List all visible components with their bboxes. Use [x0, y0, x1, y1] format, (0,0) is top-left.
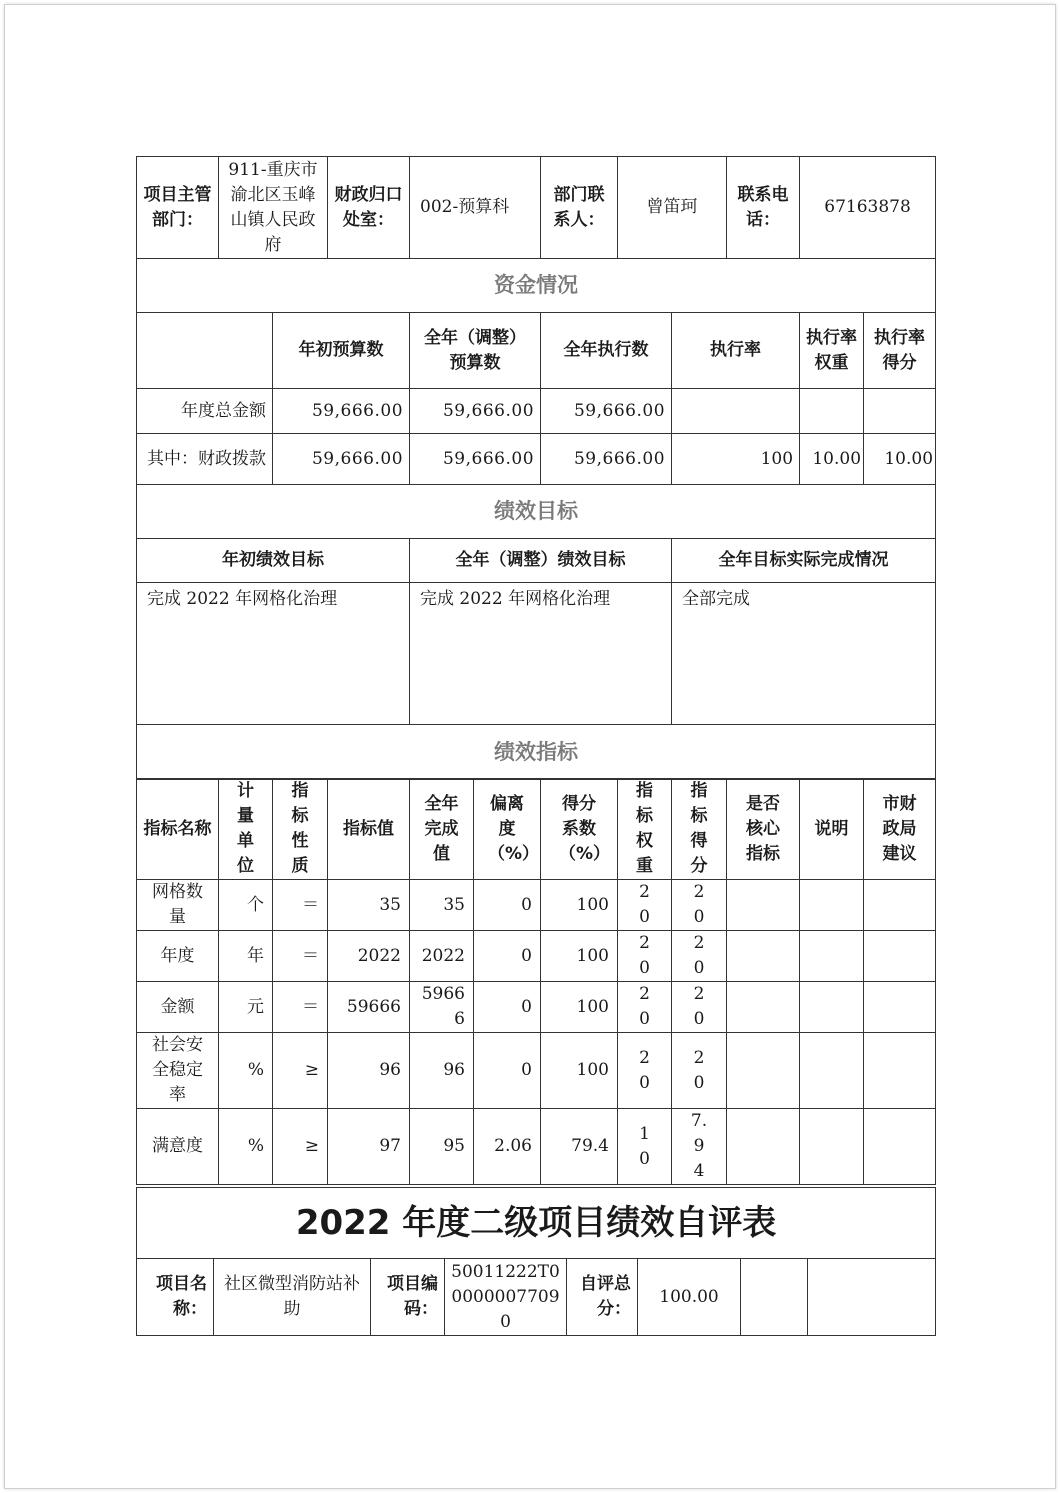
ind-actual: 59666 — [410, 982, 474, 1033]
funds-rate: 100 — [672, 434, 800, 485]
blank-cell — [727, 1109, 800, 1185]
funds-initial: 59,666.00 — [273, 389, 410, 434]
funds-row-label: 其中：财政拨款 — [137, 434, 273, 485]
ind-target: 2022 — [328, 931, 410, 982]
blank-cell — [864, 982, 936, 1033]
goals-header-actual: 全年目标实际完成情况 — [672, 539, 936, 583]
ind-unit: 个 — [219, 880, 273, 931]
ind-nature: ＝ — [273, 880, 328, 931]
phone-value: 67163878 — [800, 157, 936, 259]
ind-weight: 20 — [618, 982, 672, 1033]
ind-header-target: 指标值 — [328, 779, 410, 880]
blank-cell — [727, 931, 800, 982]
second-form-table — [136, 1187, 936, 1336]
indicator-row — [137, 982, 936, 1033]
blank-cell — [864, 880, 936, 931]
goal-actual: 全部完成 — [672, 583, 936, 725]
project-name-label: 项目名称： — [137, 1259, 214, 1336]
ind-nature: ≥ — [273, 1109, 328, 1185]
blank-cell — [727, 982, 800, 1033]
ind-header-note: 说明 — [800, 779, 864, 880]
ind-coef: 100 — [541, 931, 618, 982]
ind-actual: 35 — [410, 880, 474, 931]
goals-content-row — [137, 583, 936, 725]
second-form-title: 2022 年度二级项目绩效自评表 — [137, 1188, 936, 1259]
blank-cell — [864, 931, 936, 982]
funds-weight: 10.00 — [800, 434, 864, 485]
funds-row-fiscal — [137, 434, 936, 485]
ind-target: 59666 — [328, 982, 410, 1033]
blank-cell — [808, 1259, 936, 1336]
ind-weight: 20 — [618, 931, 672, 982]
ind-header-core: 是否核心指标 — [727, 779, 800, 880]
ind-header-weight: 指标权重 — [618, 779, 672, 880]
funds-adjusted: 59,666.00 — [410, 434, 541, 485]
ind-target: 96 — [328, 1033, 410, 1109]
ind-name: 社会安全稳定率 — [137, 1033, 219, 1109]
ind-actual: 96 — [410, 1033, 474, 1109]
dept-label: 项目主管部门： — [137, 157, 219, 259]
indicators-header-row — [137, 779, 936, 880]
blank-cell — [800, 1109, 864, 1185]
indicator-row — [137, 931, 936, 982]
funds-header-weight: 执行率权重 — [800, 313, 864, 389]
blank-cell — [727, 880, 800, 931]
ind-score: 20 — [672, 982, 727, 1033]
ind-actual: 95 — [410, 1109, 474, 1185]
ind-weight: 20 — [618, 1033, 672, 1109]
ind-nature: ＝ — [273, 982, 328, 1033]
ind-score: 7.94 — [672, 1109, 727, 1185]
goal-adjusted: 完成 2022 年网格化治理 — [410, 583, 672, 725]
funds-header-executed: 全年执行数 — [541, 313, 672, 389]
funds-score — [864, 389, 936, 434]
ind-target: 97 — [328, 1109, 410, 1185]
ind-deviation: 0 — [474, 931, 541, 982]
funds-adjusted: 59,666.00 — [410, 389, 541, 434]
ind-deviation: 0 — [474, 880, 541, 931]
ind-header-advice: 市财政局建议 — [864, 779, 936, 880]
funds-score: 10.00 — [864, 434, 936, 485]
ind-target: 35 — [328, 880, 410, 931]
header-info-row — [137, 157, 936, 259]
goals-section-title: 绩效目标 — [137, 485, 936, 539]
indicators-table — [136, 778, 936, 1185]
funds-executed: 59,666.00 — [541, 389, 672, 434]
ind-unit: % — [219, 1033, 273, 1109]
self-score-label: 自评总分： — [567, 1259, 638, 1336]
funds-initial: 59,666.00 — [273, 434, 410, 485]
blank-cell — [864, 1109, 936, 1185]
performance-table — [136, 156, 936, 780]
contact-value: 曾笛珂 — [618, 157, 727, 259]
goals-header-initial: 年初绩效目标 — [137, 539, 410, 583]
ind-actual: 2022 — [410, 931, 474, 982]
funds-section-title: 资金情况 — [137, 259, 936, 313]
ind-nature: ＝ — [273, 931, 328, 982]
ind-unit: 年 — [219, 931, 273, 982]
funds-weight — [800, 389, 864, 434]
indicator-row — [137, 1033, 936, 1109]
funds-row-label: 年度总金额 — [137, 389, 273, 434]
ind-header-coef: 得分系数（%） — [541, 779, 618, 880]
self-score-value: 100.00 — [638, 1259, 741, 1336]
ind-header-nature: 指标性质 — [273, 779, 328, 880]
project-name-value: 社区微型消防站补助 — [214, 1259, 371, 1336]
funds-header-score: 执行率得分 — [864, 313, 936, 389]
funds-header-row — [137, 313, 936, 389]
ind-coef: 79.4 — [541, 1109, 618, 1185]
ind-header-unit: 计量单位 — [219, 779, 273, 880]
funds-header-adjusted: 全年（调整）预算数 — [410, 313, 541, 389]
ind-deviation: 0 — [474, 982, 541, 1033]
ind-header-actual: 全年完成值 — [410, 779, 474, 880]
finance-value: 002-预算科 — [410, 157, 541, 259]
dept-value: 911-重庆市渝北区玉峰山镇人民政府 — [219, 157, 328, 259]
ind-score: 20 — [672, 931, 727, 982]
blank-cell — [800, 880, 864, 931]
ind-name: 年度 — [137, 931, 219, 982]
goal-initial: 完成 2022 年网格化治理 — [137, 583, 410, 725]
funds-header-initial: 年初预算数 — [273, 313, 410, 389]
project-code-label: 项目编码： — [371, 1259, 445, 1336]
goals-header-adjusted: 全年（调整）绩效目标 — [410, 539, 672, 583]
blank-cell — [800, 1033, 864, 1109]
ind-deviation: 2.06 — [474, 1109, 541, 1185]
goals-header-row — [137, 539, 936, 583]
project-code-value: 50011222T000000077090 — [445, 1259, 567, 1336]
ind-weight: 20 — [618, 880, 672, 931]
ind-header-score: 指标得分 — [672, 779, 727, 880]
ind-header-deviation: 偏离度（%） — [474, 779, 541, 880]
ind-unit: % — [219, 1109, 273, 1185]
funds-executed: 59,666.00 — [541, 434, 672, 485]
ind-header-name: 指标名称 — [137, 779, 219, 880]
funds-rate — [672, 389, 800, 434]
finance-label: 财政归口处室： — [328, 157, 410, 259]
blank-cell — [864, 1033, 936, 1109]
ind-nature: ≥ — [273, 1033, 328, 1109]
blank-cell — [741, 1259, 808, 1336]
indicator-row — [137, 1109, 936, 1185]
ind-name: 满意度 — [137, 1109, 219, 1185]
funds-row-total — [137, 389, 936, 434]
indicators-section-title: 绩效指标 — [137, 725, 936, 780]
indicator-row — [137, 880, 936, 931]
ind-coef: 100 — [541, 880, 618, 931]
phone-label: 联系电话： — [727, 157, 800, 259]
second-form-info-row — [137, 1259, 936, 1336]
blank-cell — [800, 931, 864, 982]
funds-header-rate: 执行率 — [672, 313, 800, 389]
ind-coef: 100 — [541, 982, 618, 1033]
ind-score: 20 — [672, 1033, 727, 1109]
funds-header-blank — [137, 313, 273, 389]
ind-coef: 100 — [541, 1033, 618, 1109]
contact-label: 部门联系人： — [541, 157, 618, 259]
ind-name: 网格数量 — [137, 880, 219, 931]
ind-deviation: 0 — [474, 1033, 541, 1109]
ind-unit: 元 — [219, 982, 273, 1033]
ind-name: 金额 — [137, 982, 219, 1033]
ind-weight: 10 — [618, 1109, 672, 1185]
ind-score: 20 — [672, 880, 727, 931]
blank-cell — [727, 1033, 800, 1109]
blank-cell — [800, 982, 864, 1033]
